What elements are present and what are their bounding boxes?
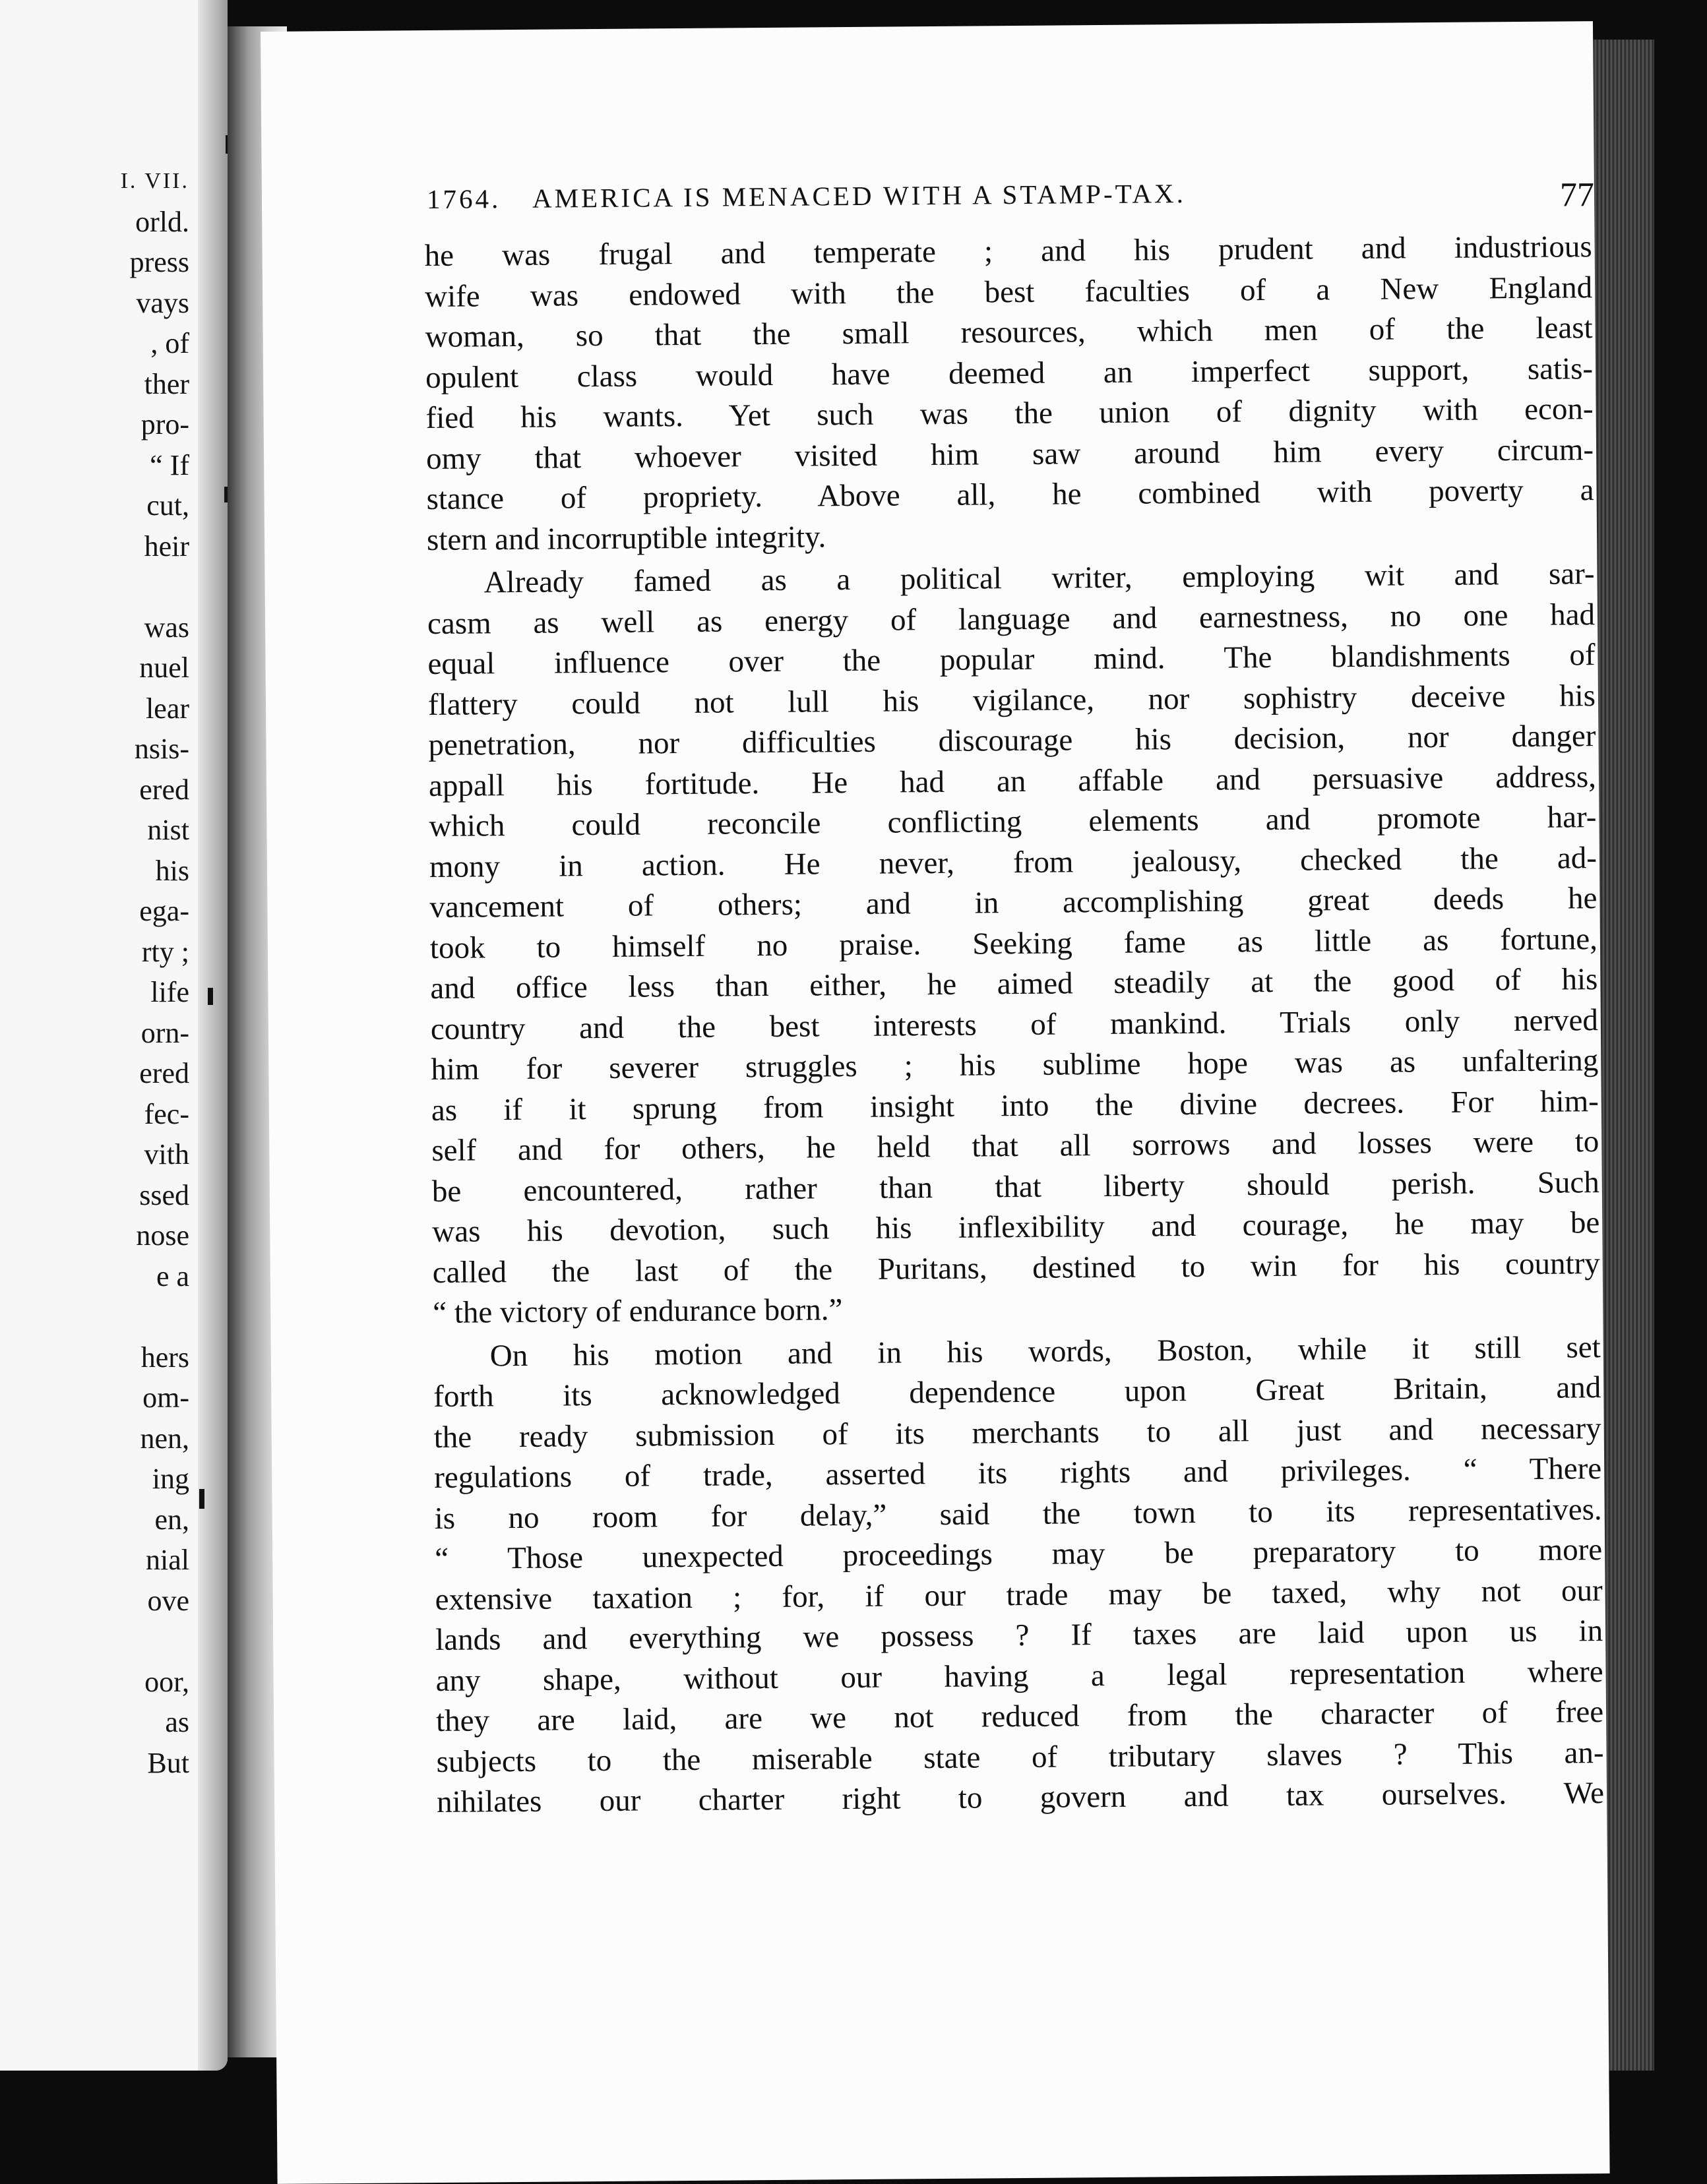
- text-line: the ready submission of its merchants to all just and necessary: [433, 1410, 1601, 1455]
- text-line: took to himself no praise. Seeking fame as little as fortune,: [429, 921, 1598, 965]
- text-line: be encountered, rather than that liberty should perish. Such: [431, 1165, 1599, 1209]
- facing-page-line: ered: [139, 773, 189, 806]
- text-line: stance of propriety. Above all, he combined with poverty a: [426, 473, 1594, 517]
- running-header: [426, 174, 1595, 229]
- facing-page-line: orld.: [135, 205, 189, 238]
- facing-page-line: pro-: [140, 408, 189, 440]
- facing-page-line: hers: [140, 1341, 189, 1374]
- binding-mark: [199, 1489, 204, 1509]
- text-line: he was frugal and temperate ; and his prudent and industrious: [424, 229, 1592, 274]
- facing-page: [0, 0, 228, 2071]
- text-line: any shape, without our having a legal representation where: [435, 1654, 1603, 1698]
- paragraph: [424, 227, 1594, 561]
- facing-page-line: vays: [136, 286, 189, 319]
- text-line: opulent class would have deemed an imperfect support, satis-: [425, 351, 1594, 395]
- text-line: forth its acknowledged dependence upon Great Britain, and: [433, 1370, 1601, 1414]
- facing-page-line: nsis-: [134, 733, 189, 765]
- text-line: equal influence over the popular mind. The blandishments of: [427, 638, 1596, 682]
- facing-page-line: en,: [154, 1503, 189, 1536]
- text-line: him for severer struggles ; his sublime hope was as unfaltering: [431, 1043, 1599, 1087]
- body-text: [424, 227, 1604, 1823]
- text-line: stern and incorruptible integrity.: [426, 519, 826, 557]
- text-line: vancement of others; and in accomplishing great deeds he: [429, 881, 1598, 925]
- text-line: as if it sprung from insight into the divine decrees. For him-: [431, 1083, 1599, 1128]
- text-line: is no room for delay,” said the town to its representatives.: [434, 1492, 1602, 1536]
- paragraph: [433, 1327, 1605, 1823]
- facing-page-line: oor,: [144, 1665, 189, 1698]
- text-line: they are laid, are we not reduced from the character of free: [435, 1695, 1604, 1738]
- text-line: woman, so that the small resources, which men of the least: [425, 311, 1593, 355]
- facing-page-line: e a: [156, 1259, 189, 1292]
- book-page: [261, 21, 1610, 2184]
- text-line: self and for others, he held that all sorrows and losses were to: [431, 1124, 1599, 1168]
- text-line: penetration, nor difficulties discourage his decision, nor danger: [428, 719, 1596, 763]
- text-line: extensive taxation ; for, if our trade may be taxed, why not our: [435, 1573, 1603, 1617]
- page-number: 77: [1559, 176, 1595, 214]
- text-line: wife was endowed with the best faculties of a New England: [424, 270, 1593, 314]
- text-line: and office less than either, he aimed steadily at the good of his: [430, 962, 1598, 1006]
- text-line: On his motion and in his words, Boston, while it still set: [489, 1329, 1601, 1373]
- header-year: 1764.: [426, 183, 501, 215]
- facing-page-line: ssed: [139, 1178, 189, 1211]
- facing-page-line: I. VII.: [120, 169, 189, 193]
- facing-page-line: ered: [139, 1057, 189, 1089]
- facing-page-line: “ If: [150, 448, 189, 481]
- facing-page-line: But: [147, 1746, 189, 1779]
- facing-page-line: om-: [142, 1381, 189, 1414]
- text-line: which could reconcile conflicting elements and promote har-: [429, 800, 1597, 844]
- facing-page-line: nose: [136, 1219, 189, 1252]
- text-line: omy that whoever visited him saw around him every circum-: [425, 432, 1594, 476]
- text-line: subjects to the miserable state of tributary slaves ? This an-: [436, 1735, 1604, 1779]
- facing-page-line: fec-: [144, 1097, 189, 1130]
- text-line: was his devotion, such his inflexibility and courage, he may be: [432, 1205, 1600, 1250]
- text-line: appall his fortitude. He had an affable and persuasive address,: [428, 759, 1597, 803]
- facing-page-line: heir: [144, 530, 189, 562]
- facing-page-line: [121, 566, 189, 607]
- facing-page-line: orn-: [140, 1016, 189, 1049]
- facing-page-line: [121, 1621, 189, 1662]
- facing-page-line: press: [129, 246, 189, 278]
- facing-page-line: ega-: [139, 895, 189, 927]
- facing-page-line: life: [150, 976, 189, 1008]
- facing-page-line: his: [155, 854, 189, 887]
- facing-page-line: vith: [144, 1138, 189, 1170]
- paragraph: [427, 554, 1600, 1333]
- facing-page-line: as: [165, 1706, 189, 1738]
- facing-page-line: rty ;: [141, 935, 189, 968]
- text-line: Already famed as a political writer, employing wit and sar-: [483, 557, 1595, 600]
- facing-page-line: ther: [144, 367, 189, 400]
- text-line: casm as well as energy of language and earnestness, no one had: [427, 597, 1596, 641]
- facing-page-line: cut,: [146, 489, 189, 522]
- facing-page-gutter: [198, 0, 228, 2071]
- facing-page-line: [121, 1296, 189, 1337]
- text-line: “ Those unexpected proceedings may be preparatory to more: [434, 1532, 1603, 1576]
- text-line: lands and everything we possess ? If taxes are laid upon us in: [435, 1614, 1603, 1657]
- text-line: flattery could not lull his vigilance, nor sophistry deceive his: [427, 678, 1596, 722]
- text-line: nihilates our charter right to govern and tax ourselves. We: [436, 1776, 1605, 1819]
- facing-page-line: nist: [147, 814, 189, 846]
- facing-page-line: , of: [150, 327, 189, 359]
- facing-page-text: [121, 161, 189, 1783]
- facing-page-line: ove: [147, 1584, 189, 1617]
- header-title: AMERICA IS MENACED WITH A STAMP-TAX.: [532, 177, 1187, 214]
- facing-page-line: was: [144, 611, 189, 644]
- text-line: fied his wants. Yet such was the union of dignity with econ-: [425, 392, 1594, 436]
- facing-page-line: nuel: [139, 652, 189, 684]
- facing-page-line: lear: [146, 692, 189, 725]
- facing-page-line: ing: [152, 1463, 189, 1495]
- text-line: “ the victory of endurance born.”: [433, 1292, 843, 1331]
- facing-page-line: nial: [146, 1544, 189, 1576]
- text-line: called the last of the Puritans, destined to win for his country: [432, 1246, 1600, 1290]
- text-line: country and the best interests of mankind. Trials only nerved: [430, 1002, 1599, 1046]
- text-line: mony in action. He never, from jealousy, checked the ad-: [429, 840, 1598, 884]
- facing-page-line: nen,: [140, 1422, 189, 1455]
- text-line: regulations of trade, asserted its rights and privileges. “ There: [434, 1451, 1602, 1495]
- binding-mark: [208, 988, 213, 1005]
